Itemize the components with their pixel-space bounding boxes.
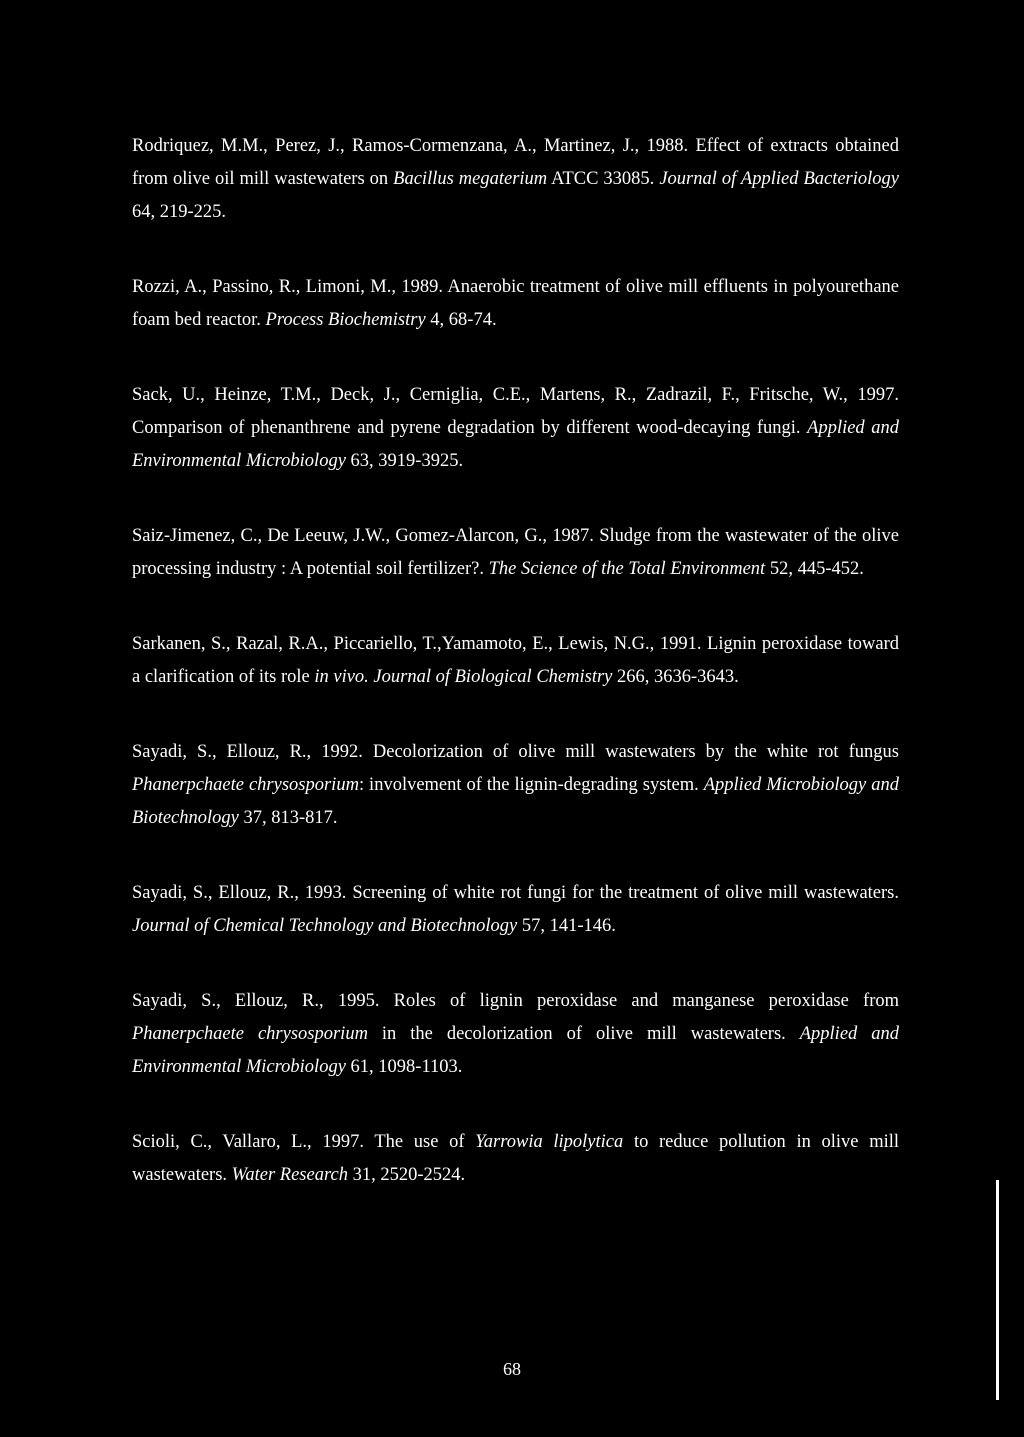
reference-entry bbox=[132, 1126, 899, 1192]
reference-text: Sarkanen, S., Razal, R.A., Piccariello, T.,Yamamoto, E., Lewis, N.G., 1991. Lignin peroxidase toward a clarification of its role bbox=[132, 634, 899, 687]
reference-text: Saiz-Jimenez, C., De Leeuw, J.W., Gomez-Alarcon, G., 1987. Sludge from the wastewater of the olive processing industry : A potential soil fertilizer?. bbox=[132, 526, 899, 579]
reference-entry bbox=[132, 985, 899, 1084]
reference-text: 57, 141-146. bbox=[517, 916, 616, 936]
reference-italic-text: Phanerpchaete chrysosporium bbox=[132, 775, 359, 795]
page-number: 68 bbox=[503, 1359, 521, 1379]
reference-italic-text: in vivo. Journal of Biological Chemistry bbox=[314, 667, 613, 687]
reference-italic-text: Bacillus megaterium bbox=[393, 169, 548, 189]
reference-italic-text: Journal of Chemical Technology and Biotechnology bbox=[132, 916, 518, 936]
reference-entry bbox=[132, 628, 899, 694]
reference-list bbox=[132, 130, 899, 1234]
reference-italic-text: Journal of Applied Bacteriology bbox=[659, 169, 899, 189]
reference-text: 61, 1098-1103. bbox=[345, 1057, 463, 1077]
reference-text: Sayadi, S., Ellouz, R., 1995. Roles of lignin peroxidase and manganese peroxidase from bbox=[132, 991, 899, 1011]
reference-entry bbox=[132, 379, 899, 478]
reference-text: 31, 2520-2524. bbox=[347, 1165, 466, 1185]
reference-text: 64, 219-225. bbox=[132, 202, 227, 222]
reference-text: Sayadi, S., Ellouz, R., 1992. Decolorization of olive mill wastewaters by the white rot fungus bbox=[132, 742, 899, 762]
reference-italic-text: Applied Microbiology and Biotechnology bbox=[132, 775, 899, 828]
reference-text: 52, 445-452. bbox=[765, 559, 864, 579]
reference-italic-text: The Science of the Total Environment bbox=[488, 559, 766, 579]
reference-text: 266, 3636-3643. bbox=[612, 667, 739, 687]
reference-text: : involvement of the lignin-degrading system. bbox=[358, 775, 704, 795]
reference-italic-text: Applied and Environmental Microbiology bbox=[132, 418, 900, 471]
reference-text: ATCC 33085. bbox=[547, 169, 660, 189]
reference-entry bbox=[132, 736, 899, 835]
reference-entry bbox=[132, 271, 899, 337]
reference-italic-text: Phanerpchaete chrysosporium bbox=[132, 1024, 368, 1044]
reference-text: to reduce pollution in olive mill wastewaters. bbox=[132, 1132, 899, 1185]
reference-text: Rodriquez, M.M., Perez, J., Ramos-Cormenzana, A., Martinez, J., 1988. Effect of extracts obtained from olive oil mill wastewaters on bbox=[132, 136, 899, 189]
reference-entry bbox=[132, 520, 899, 586]
reference-italic-text: Yarrowia lipolytica bbox=[475, 1132, 624, 1152]
reference-text: in the decolorization of olive mill wastewaters. bbox=[367, 1024, 800, 1044]
reference-italic-text: Applied and Environmental Microbiology bbox=[132, 1024, 899, 1077]
reference-text: 63, 3919-3925. bbox=[345, 451, 464, 471]
reference-text: Sayadi, S., Ellouz, R., 1993. Screening of white rot fungi for the treatment of olive mill wastewaters. bbox=[132, 883, 899, 903]
reference-text: 37, 813-817. bbox=[238, 808, 338, 828]
reference-italic-text: Process Biochemistry bbox=[265, 310, 426, 330]
margin-rule bbox=[996, 1180, 999, 1400]
reference-text: Rozzi, A., Passino, R., Limoni, M., 1989. Anaerobic treatment of olive mill effluents in polyourethane foam bed reactor. bbox=[132, 277, 899, 330]
reference-entry bbox=[132, 877, 899, 943]
reference-text: Sack, U., Heinze, T.M., Deck, J., Cerniglia, C.E., Martens, R., Zadrazil, F., Fritsche, W., 1997. Comparison of phenanthrene and pyrene degradation by different wood-decaying fungi. bbox=[132, 385, 899, 438]
reference-italic-text: Water Research bbox=[231, 1165, 348, 1185]
reference-text: Scioli, C., Vallaro, L., 1997. The use of bbox=[132, 1132, 476, 1152]
reference-text: 4, 68-74. bbox=[425, 310, 497, 330]
reference-entry bbox=[132, 130, 899, 229]
